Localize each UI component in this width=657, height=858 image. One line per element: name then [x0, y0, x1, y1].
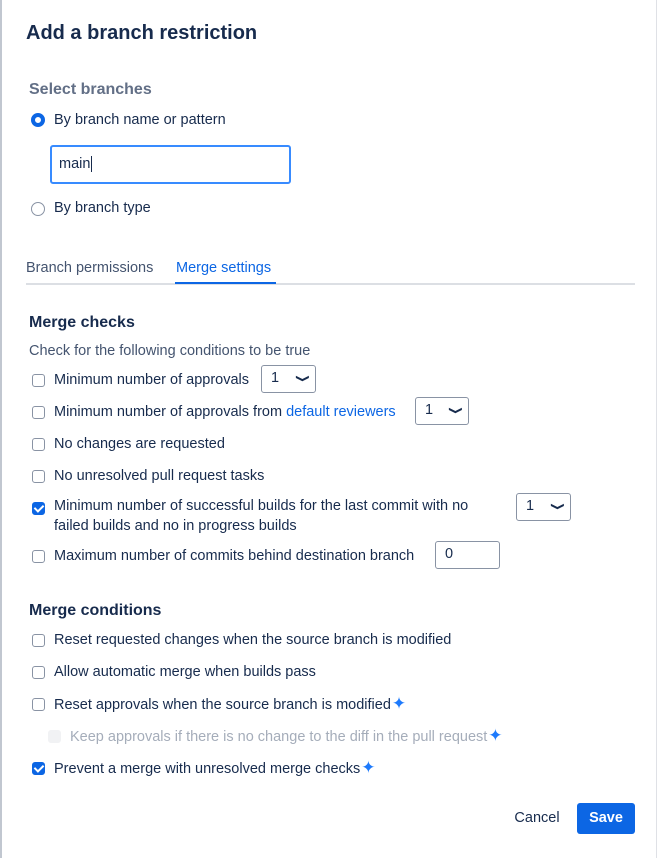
- max-commits-label: Maximum number of commits behind destination branch: [54, 548, 415, 564]
- cancel-button[interactable]: Cancel: [514, 810, 560, 826]
- branch-pattern-input[interactable]: [50, 145, 291, 184]
- checkbox-prevent-merge[interactable]: [32, 762, 45, 775]
- pattern-value: main: [59, 156, 91, 172]
- checkbox-reset-approvals[interactable]: [32, 698, 45, 711]
- label-text: Prevent a merge with unresolved merge checks: [54, 761, 361, 777]
- successful-builds-label-line2: failed builds and no in progress builds: [54, 518, 297, 534]
- chevron-down-icon: ❯: [294, 374, 309, 383]
- no-changes-label: No changes are requested: [54, 436, 225, 452]
- text-cursor: [91, 156, 92, 172]
- tab-merge-settings[interactable]: Merge settings: [176, 260, 272, 276]
- label-text: Minimum number of approvals from: [54, 404, 287, 420]
- tabs-divider: [26, 283, 635, 285]
- prevent-merge-label: [54, 758, 376, 779]
- successful-builds-select[interactable]: [516, 493, 571, 521]
- min-approvals-select[interactable]: [261, 365, 316, 393]
- merge-checks-heading: Merge checks: [29, 314, 135, 331]
- chevron-down-icon: ❯: [447, 406, 462, 415]
- default-reviewers-label: [54, 402, 396, 422]
- label-text: Keep approvals if there is no change to the diff in the pull request: [70, 729, 488, 745]
- select-value: 1: [271, 370, 280, 386]
- chevron-down-icon: ❯: [549, 502, 564, 511]
- tab-branch-permissions[interactable]: Branch permissions: [26, 260, 154, 276]
- select-value: 1: [425, 402, 434, 418]
- checkbox-no-unresolved-tasks[interactable]: [32, 470, 45, 483]
- radio-type-label: By branch type: [54, 200, 151, 216]
- successful-builds-label: Minimum number of successful builds for the last commit with no: [54, 498, 469, 514]
- sparkle-icon: ✦: [488, 726, 503, 745]
- reset-approvals-label: [54, 694, 406, 715]
- sparkle-icon: ✦: [361, 758, 376, 777]
- input-value: 0: [445, 546, 454, 562]
- checkbox-successful-builds[interactable]: [32, 502, 45, 515]
- min-approvals-label: Minimum number of approvals: [54, 372, 250, 388]
- default-reviewers-select[interactable]: [415, 397, 469, 425]
- checkbox-keep-approvals[interactable]: [48, 730, 61, 743]
- checkbox-auto-merge[interactable]: [32, 666, 45, 679]
- label-text: Reset approvals when the source branch is modified: [54, 697, 391, 713]
- keep-approvals-label: [70, 726, 503, 747]
- max-commits-input[interactable]: [435, 541, 500, 569]
- checkbox-min-approvals[interactable]: [32, 374, 45, 387]
- sparkle-icon: ✦: [391, 694, 407, 713]
- radio-type[interactable]: [31, 202, 45, 216]
- checkbox-max-commits-behind[interactable]: [32, 550, 45, 563]
- no-unresolved-label: No unresolved pull request tasks: [54, 468, 265, 484]
- checkbox-no-changes-requested[interactable]: [32, 438, 45, 451]
- auto-merge-label: Allow automatic merge when builds pass: [54, 664, 316, 680]
- checkbox-default-reviewers[interactable]: [32, 406, 45, 419]
- merge-conditions-heading: Merge conditions: [29, 602, 162, 619]
- radio-pattern-label: By branch name or pattern: [54, 112, 226, 128]
- radio-pattern[interactable]: [31, 113, 45, 127]
- save-button[interactable]: Save: [577, 803, 635, 834]
- reset-requested-label: Reset requested changes when the source branch is modified: [54, 632, 452, 648]
- default-reviewers-link[interactable]: default reviewers: [286, 404, 396, 420]
- dialog-title: Add a branch restriction: [26, 22, 258, 44]
- checkbox-reset-requested-changes[interactable]: [32, 634, 45, 647]
- merge-checks-subtitle: Check for the following conditions to be true: [29, 343, 311, 359]
- select-value: 1: [526, 498, 535, 514]
- select-branches-heading: Select branches: [29, 81, 152, 98]
- active-tab-indicator: [175, 282, 276, 284]
